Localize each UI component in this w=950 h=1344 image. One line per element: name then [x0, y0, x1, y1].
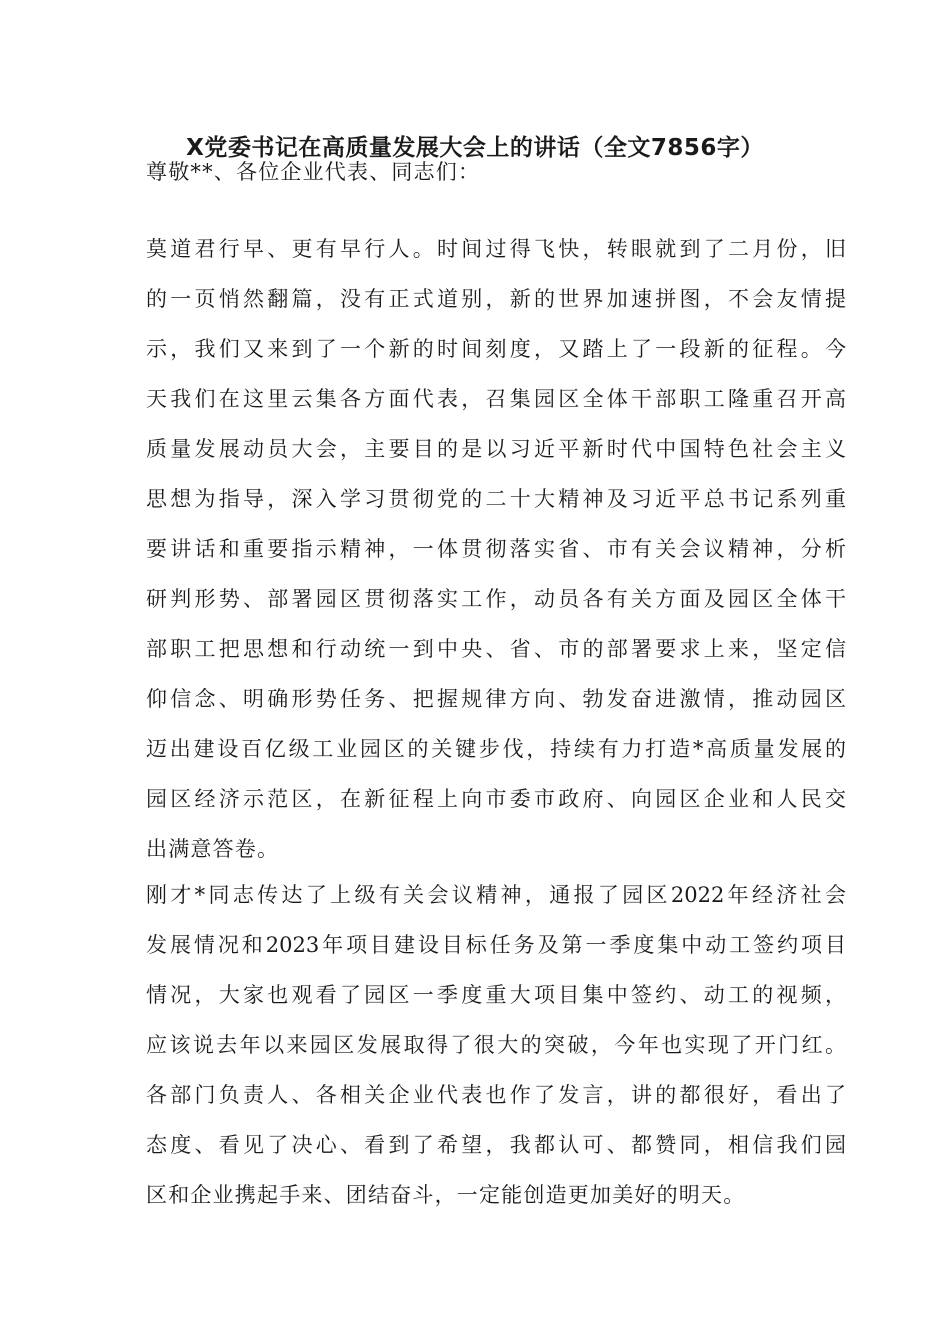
paragraph-line: 思想为指导，深入学习贯彻党的二十大精神及习近平总书记系列重	[146, 487, 846, 511]
paragraph-line: 研判形势、部署园区贯彻落实工作，动员各有关方面及园区全体干	[146, 587, 846, 611]
paragraph-line: 示，我们又来到了一个新的时间刻度，又踏上了一段新的征程。今	[146, 337, 846, 361]
paragraph-line: 莫道君行早、更有早行人。时间过得飞快，转眼就到了二月份，旧	[146, 237, 846, 261]
paragraph-2	[146, 877, 846, 1227]
salutation-line: 尊敬**、各位企业代表、同志们：	[146, 160, 481, 184]
paragraph-line: 出满意答卷。	[146, 837, 280, 861]
paragraph-line: 的一页悄然翻篇，没有正式道别，新的世界加速拼图，不会友情提	[146, 287, 846, 311]
paragraph-line: 天我们在这里云集各方面代表，召集园区全体干部职工隆重召开高	[146, 387, 846, 411]
paragraph-line: 迈出建设百亿级工业园区的关键步伐，持续有力打造*高质量发展的	[146, 737, 846, 761]
paragraph-line: 情况，大家也观看了园区一季度重大项目集中签约、动工的视频，	[146, 983, 846, 1007]
paragraph-line: 各部门负责人、各相关企业代表也作了发言，讲的都很好，看出了	[146, 1083, 846, 1107]
paragraph-line: 发展情况和2023年项目建设目标任务及第一季度集中动工签约项目	[146, 933, 846, 957]
salutation	[146, 154, 846, 204]
paragraph-line: 质量发展动员大会，主要目的是以习近平新时代中国特色社会主义	[146, 437, 846, 461]
paragraph-line: 部职工把思想和行动统一到中央、省、市的部署要求上来，坚定信	[146, 637, 846, 661]
paragraph-line: 应该说去年以来园区发展取得了很大的突破，今年也实现了开门红。	[146, 1033, 846, 1057]
paragraph-1	[146, 231, 846, 881]
paragraph-line: 态度、看见了决心、看到了希望，我都认可、都赞同，相信我们园	[146, 1133, 846, 1157]
paragraph-line: 区和企业携起手来、团结奋斗，一定能创造更加美好的明天。	[146, 1183, 746, 1207]
paragraph-line: 园区经济示范区，在新征程上向市委市政府、向园区企业和人民交	[146, 787, 846, 811]
paragraph-line: 要讲话和重要指示精神，一体贯彻落实省、市有关会议精神，分析	[146, 537, 846, 561]
paragraph-line: 刚才*同志传达了上级有关会议精神，通报了园区2022年经济社会	[146, 883, 846, 907]
paragraph-line: 仰信念、明确形势任务、把握规律方向、勃发奋进激情，推动园区	[146, 687, 846, 711]
document-title: X党委书记在高质量发展大会上的讲话（全文7856字）	[186, 135, 764, 161]
